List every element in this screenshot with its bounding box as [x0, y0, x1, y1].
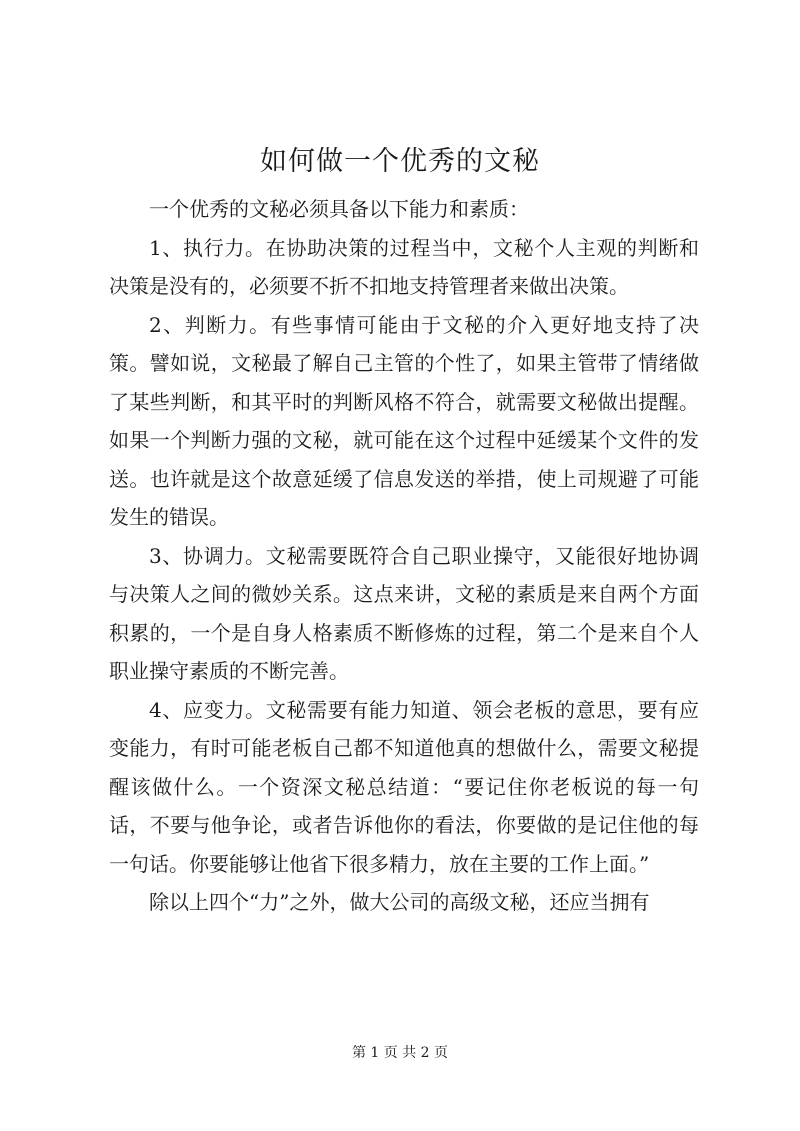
paragraph-judgment: 2、判断力。有些事情可能由于文秘的介入更好地支持了决策。譬如说，文秘最了解自己主管的个性了，如果主管带了情绪做了某些判断，和其平时的判断风格不符合，就需要文秘做出提醒。如果一个判断力强的文秘，就可能在这个过程中延缓某个文件的发送。也许就是这个故意延缓了信息发送的举措，使上司规避了可能发生的错误。	[109, 312, 699, 529]
document-title: 如何做一个优秀的文秘	[260, 146, 540, 177]
paragraph-adaptability: 4、应变力。文秘需要有能力知道、领会老板的意思，要有应变能力，有时可能老板自己都不知道他真的想做什么，需要文秘提醒该做什么。一个资深文秘总结道：“要记住你老板说的每一句话，不要与他争论，或者告诉他你的看法，你要做的是记住他的每一句话。你要能够让他省下很多精力，放在主要的工作上面。”	[109, 697, 699, 876]
paragraph-execution: 1、执行力。在协助决策的过程当中，文秘个人主观的判断和决策是没有的，必须要不折不扣地支持管理者来做出决策。	[109, 235, 699, 298]
page-footer: 第 1 页 共 2 页	[351, 1045, 449, 1061]
paragraph-beyond-four: 除以上四个“力”之外，做大公司的高级文秘，还应当拥有	[149, 890, 650, 914]
document-body	[109, 190, 699, 922]
paragraph-intro: 一个优秀的文秘必须具备以下能力和素质：	[149, 197, 529, 221]
paragraph-coordination: 3、协调力。文秘需要既符合自己职业操守，又能很好地协调与决策人之间的微妙关系。这点来讲，文秘的素质是来自两个方面积累的，一个是自身人格素质不断修炼的过程，第二个是来自个人职业操守素质的不断完善。	[109, 543, 699, 683]
